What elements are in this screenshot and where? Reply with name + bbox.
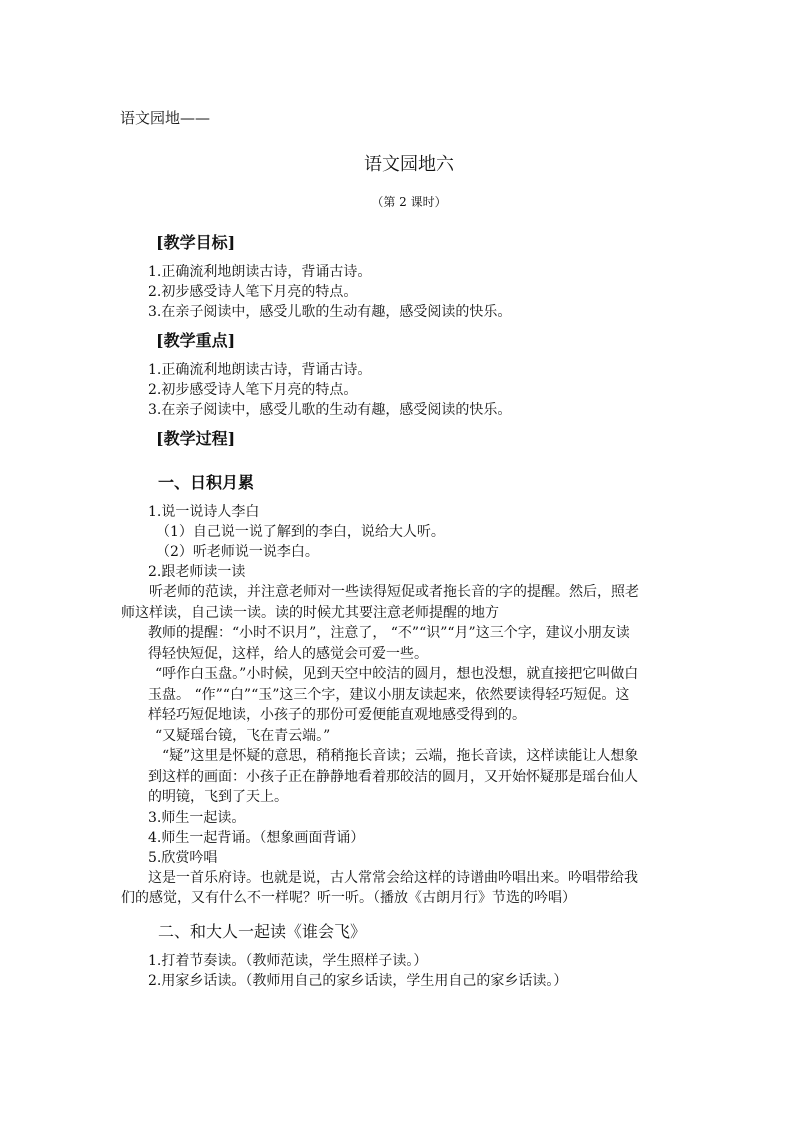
focus-list [148, 360, 648, 420]
document-body [121, 232, 648, 991]
list-item: 2.初步感受诗人笔下月亮的特点。 [148, 382, 358, 398]
paragraph: “疑”这里是怀疑的意思，稍稍拖长音读；云端，拖长音读，这样读能让人想象到这样的画面：小孩子正在静静地看着那皎洁的圆月，又开始怀疑那是瑶台仙人的明镜，飞到了天上。 [148, 748, 639, 805]
list-item: 2.跟老师读一读 [148, 564, 246, 580]
list-item: 1.正确流利地朗读古诗，背诵古诗。 [148, 264, 372, 280]
process-heading: [教学过程] [156, 429, 236, 448]
list-item: 3.师生一起读。 [148, 809, 246, 826]
page-subtitle: （第 2 课时） [371, 195, 447, 209]
list-item: 3.在亲子阅读中，感受儿歌的生动有趣，感受阅读的快乐。 [148, 402, 512, 418]
list-item: 1.打着节奏读。（教师范读，学生照样子读。） [148, 952, 428, 969]
list-item: 2.用家乡话读。（教师用自己的家乡话读，学生用自己的家乡话读。） [148, 972, 568, 989]
list-item: 2.初步感受诗人笔下月亮的特点。 [148, 284, 358, 300]
goals-heading: [教学目标] [156, 233, 236, 252]
focus-heading: [教学重点] [156, 331, 236, 350]
paragraph: “呼作白玉盘。”小时候，见到天空中皎洁的圆月，想也没想，就直接把它叫做白玉盘。 “作”“白”“玉”这三个字，建议小朋友读起来，依然要读得轻巧短促。这样轻巧短促地读，小孩子的那份可爱便能直观地感受得到的。 [148, 666, 639, 723]
part2-heading: 二、和大人一起读《谁会飞》 [158, 921, 367, 941]
list-item: 5.欣赏吟唱 [148, 849, 218, 866]
list-item: 1.说一说诗人李白 [148, 504, 260, 520]
list-item: 4.师生一起背诵。（想象画面背诵） [148, 829, 365, 846]
header-text: 语文园地—— [120, 109, 211, 127]
list-item: 3.在亲子阅读中，感受儿歌的生动有趣，感受阅读的快乐。 [148, 304, 512, 320]
goals-list [148, 262, 648, 322]
part1-heading: 一、日积月累 [158, 473, 255, 492]
paragraph: 听老师的范读，并注意老师对一些读得短促或者拖长音的字的提醒。然后，照老师这样读，自己读一读。读的时候尤其要注意老师提醒的地方 [121, 584, 639, 621]
list-item: （1）自己说一说了解到的李白，说给大人听。 [156, 524, 445, 540]
list-item: （2）听老师说一说李白。 [156, 544, 319, 560]
list-item: 1.正确流利地朗读古诗，背诵古诗。 [148, 362, 372, 378]
page-title: 语文园地六 [364, 154, 454, 175]
part1-steps [148, 502, 648, 582]
part1-paragraphs [121, 582, 643, 808]
part2-steps [148, 951, 648, 991]
paragraph: 这是一首乐府诗。也就是说，古人常常会给这样的诗谱曲吟唱出来。吟唱带给我们的感觉，又有什么不一样呢？听一听。（播放《古朗月行》节选的吟唱） [121, 869, 638, 906]
paragraph: “又疑瑶台镜，飞在青云端。” [155, 727, 331, 744]
part1-steps-2 [148, 808, 648, 868]
paragraph: 教师的提醒：“小时不识月”，注意了， “不”“识”“月”这三个字，建议小朋友读得轻快短促，这样，给人的感觉会可爱一些。 [148, 625, 630, 662]
